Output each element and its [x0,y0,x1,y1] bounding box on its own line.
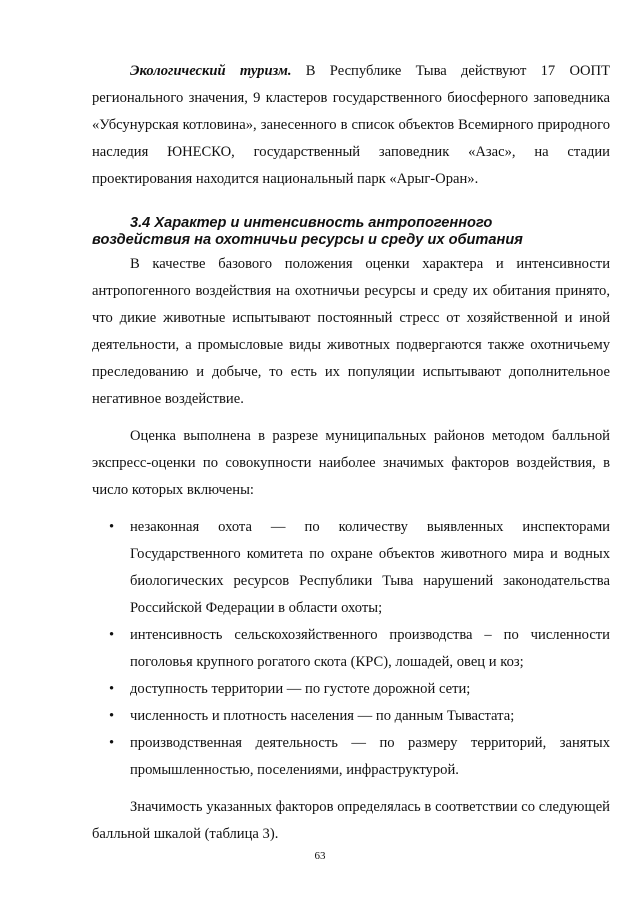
section-heading-line-2: воздействия на охотничьи ресурсы и среду их обитания [92,232,523,248]
paragraph-base-assumption: В качестве базового положения оценки характера и интенсивности антропогенного воздействия на охотничьи ресурсы и среду их обитания принято, что дикие животные испытывают постоянный стресс от хозяйственной и иной деятельности, а промысловые виды животных подвергаются также охотничьему преследованию и добыче, то есть их популяции испытывают дополнительное негативное воздействие. [92,256,610,407]
section-heading-line-1: 3.4 Характер и интенсивность антропогенного [130,215,493,231]
list-item-text: численность и плотность населения — по данным Тывастата; [130,708,515,724]
paragraph-assessment-method: Оценка выполнена в разрезе муниципальных районов методом балльной экспресс-оценки по совокупности наиболее значимых факторов воздействия, в число которых включены: [92,428,610,498]
paragraph-eco-tourism [92,58,610,193]
paragraph-text: В Республике Тыва действуют 17 ООПТ регионального значения, 9 кластеров государственного биосферного заповедника «Убсунурская котловина», занесенного в список объектов Всемирного природного наследия ЮНЕСКО, государственный заповедник «Азас», на стадии проектирования находится национальный парк «Арыг-Оран». [92,63,610,187]
section-heading [92,215,610,249]
paragraph-lead: Экологический туризм. [130,63,292,79]
page-body [92,58,610,848]
bullet-icon: • [109,708,115,724]
list-item-text: производственная деятельность — по размеру территорий, занятых промышленностью, поселениями, инфраструктурой. [130,735,610,778]
page-number: 63 [314,850,326,862]
list-item [92,730,610,784]
list-item-text: интенсивность сельскохозяйственного производства – по численности поголовья крупного рогатого скота (КРС), лошадей, овец и коз; [130,627,610,670]
bullet-icon: • [109,627,115,643]
paragraph-scale-reference: Значимость указанных факторов определялась в соответствии со следующей балльной шкалой (таблица 3). [92,799,610,842]
list-item-text: доступность территории — по густоте дорожной сети; [130,681,471,697]
list-item [92,703,610,730]
bullet-icon: • [109,681,115,697]
list-item [92,622,610,676]
factor-list [92,514,610,784]
bullet-icon: • [109,735,115,751]
list-item-text: незаконная охота — по количеству выявленных инспекторами Государственного комитета по охране объектов животного мира и водных биологических ресурсов Республики Тыва нарушений законодательства Российской Федерации в области охоты; [130,519,610,616]
list-item [92,514,610,622]
bullet-icon: • [109,519,115,535]
list-item [92,676,610,703]
